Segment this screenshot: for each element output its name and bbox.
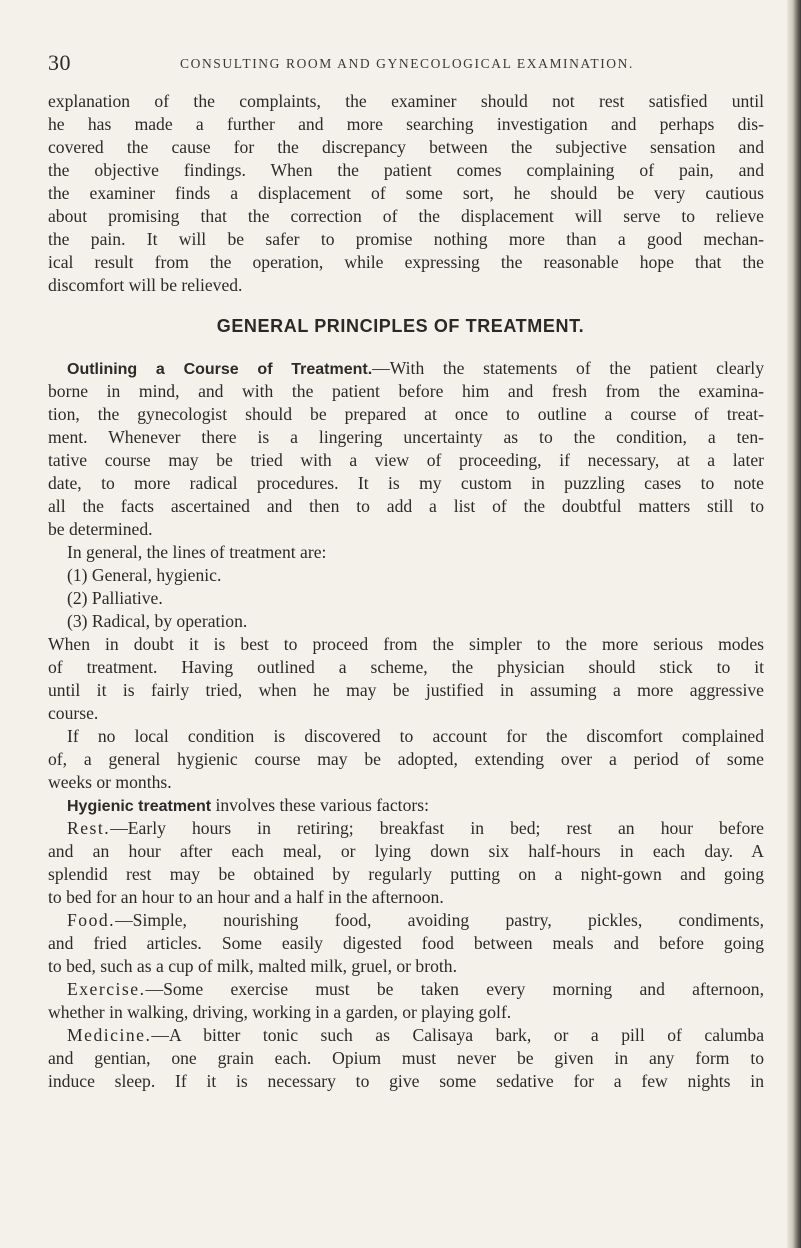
running-head: CONSULTING ROOM AND GYNECOLOGICAL EXAMINATION. bbox=[180, 56, 634, 71]
text-fragment: —Early hours in retiring; breakfast in bed; rest an hour before bbox=[110, 818, 764, 838]
text-line bbox=[48, 1024, 764, 1047]
text-line: until it is fairly tried, when he may be justified in assuming a more aggressive bbox=[48, 680, 764, 700]
text-line: of, a general hygienic course may be adopted, extending over a period of some bbox=[48, 749, 764, 769]
text-line: he has made a further and more searching investigation and perhaps dis- bbox=[48, 114, 764, 134]
text-line: the objective findings. When the patient comes complaining of pain, and bbox=[48, 160, 764, 180]
section-heading: GENERAL PRINCIPLES OF TREATMENT. bbox=[216, 316, 585, 336]
text-line: and gentian, one grain each. Opium must never be given in any form to bbox=[48, 1048, 764, 1068]
food-label: Food. bbox=[67, 910, 116, 930]
text-line: induce sleep. If it is necessary to give some sedative for a few nights in bbox=[48, 1071, 764, 1091]
page-number: 30 bbox=[48, 50, 71, 75]
text-line: be determined. bbox=[48, 519, 153, 539]
text-line: and an hour after each meal, or lying down six half-hours in each day. A bbox=[48, 841, 764, 861]
text-line: all the facts ascertained and then to add a list of the doubtful matters still to bbox=[48, 496, 764, 516]
text-line: weeks or months. bbox=[48, 772, 172, 792]
exercise-paragraph bbox=[48, 978, 764, 1024]
exercise-label: Exercise. bbox=[67, 979, 146, 999]
text-line: course. bbox=[48, 703, 99, 723]
text-fragment: —Simple, nourishing food, avoiding pastry, pickles, condiments, bbox=[115, 910, 764, 930]
lines-of-treatment bbox=[48, 541, 764, 633]
list-item: (3) Radical, by operation. bbox=[67, 611, 248, 631]
text-line bbox=[48, 978, 764, 1001]
text-line bbox=[48, 357, 764, 380]
text-line: tative course may be tried with a view of proceeding, if necessary, at a later bbox=[48, 450, 764, 470]
text-line: discomfort will be relieved. bbox=[48, 275, 243, 295]
text-line: explanation of the complaints, the examiner should not rest satisfied until bbox=[48, 91, 764, 111]
page-header bbox=[48, 50, 768, 80]
text-line bbox=[48, 817, 764, 840]
text-line bbox=[48, 909, 764, 932]
text-line: splendid rest may be obtained by regularly putting on a night-gown and going bbox=[48, 864, 764, 884]
outlining-paragraph bbox=[48, 357, 764, 541]
text-line: ment. Whenever there is a lingering uncertainty as to the condition, a ten- bbox=[48, 427, 764, 447]
text-line: In general, the lines of treatment are: bbox=[67, 542, 327, 562]
text-line: date, to more radical procedures. It is my custom in puzzling cases to note bbox=[48, 473, 764, 493]
list-item: (1) General, hygienic. bbox=[67, 565, 222, 585]
text-line bbox=[48, 794, 764, 817]
text-line: the pain. It will be safer to promise nothing more than a good mechan- bbox=[48, 229, 764, 249]
rest-label: Rest. bbox=[67, 818, 111, 838]
text-line: borne in mind, and with the patient before him and fresh from the examina- bbox=[48, 381, 764, 401]
food-paragraph bbox=[48, 909, 764, 978]
text-line: tion, the gynecologist should be prepared at once to outline a course of treat- bbox=[48, 404, 764, 424]
text-line: When in doubt it is best to proceed from the simpler to the more serious modes bbox=[48, 634, 764, 654]
outlining-run-head: Outlining a Course of Treatment. bbox=[67, 361, 373, 378]
text-fragment: involves these various factors: bbox=[211, 795, 429, 815]
text-line: about promising that the correction of the displacement will serve to relieve bbox=[48, 206, 764, 226]
text-line: to bed, such as a cup of milk, malted milk, gruel, or broth. bbox=[48, 956, 457, 976]
text-line: If no local condition is discovered to account for the discomfort complained bbox=[67, 726, 764, 746]
page-edge-shadow bbox=[787, 0, 801, 1248]
text-line: the examiner finds a displacement of some sort, he should be very cautious bbox=[48, 183, 764, 203]
text-line: to bed for an hour to an hour and a half in the afternoon. bbox=[48, 887, 444, 907]
local-paragraph bbox=[48, 725, 764, 794]
intro-paragraph bbox=[48, 90, 764, 297]
text-fragment: —Some exercise must be taken every morning and afternoon, bbox=[145, 979, 764, 999]
text-line: covered the cause for the discrepancy between the subjective sensation and bbox=[48, 137, 764, 157]
text-line: and fried articles. Some easily digested food between meals and before going bbox=[48, 933, 764, 953]
rest-paragraph bbox=[48, 817, 764, 909]
text-fragment: —A bitter tonic such as Calisaya bark, or a pill of calumba bbox=[151, 1025, 764, 1045]
doubt-paragraph bbox=[48, 633, 764, 725]
text-line: of treatment. Having outlined a scheme, the physician should stick to it bbox=[48, 657, 764, 677]
hygienic-paragraph bbox=[48, 794, 764, 817]
text-line: whether in walking, driving, working in a garden, or playing golf. bbox=[48, 1002, 512, 1022]
hygienic-run-head: Hygienic treatment bbox=[67, 798, 212, 815]
medicine-label: Medicine. bbox=[67, 1025, 152, 1045]
text-line: ical result from the operation, while expressing the reasonable hope that the bbox=[48, 252, 764, 272]
text-fragment: —With the statements of the patient clearly bbox=[372, 358, 764, 378]
medicine-paragraph bbox=[48, 1024, 764, 1093]
list-item: (2) Palliative. bbox=[67, 588, 163, 608]
